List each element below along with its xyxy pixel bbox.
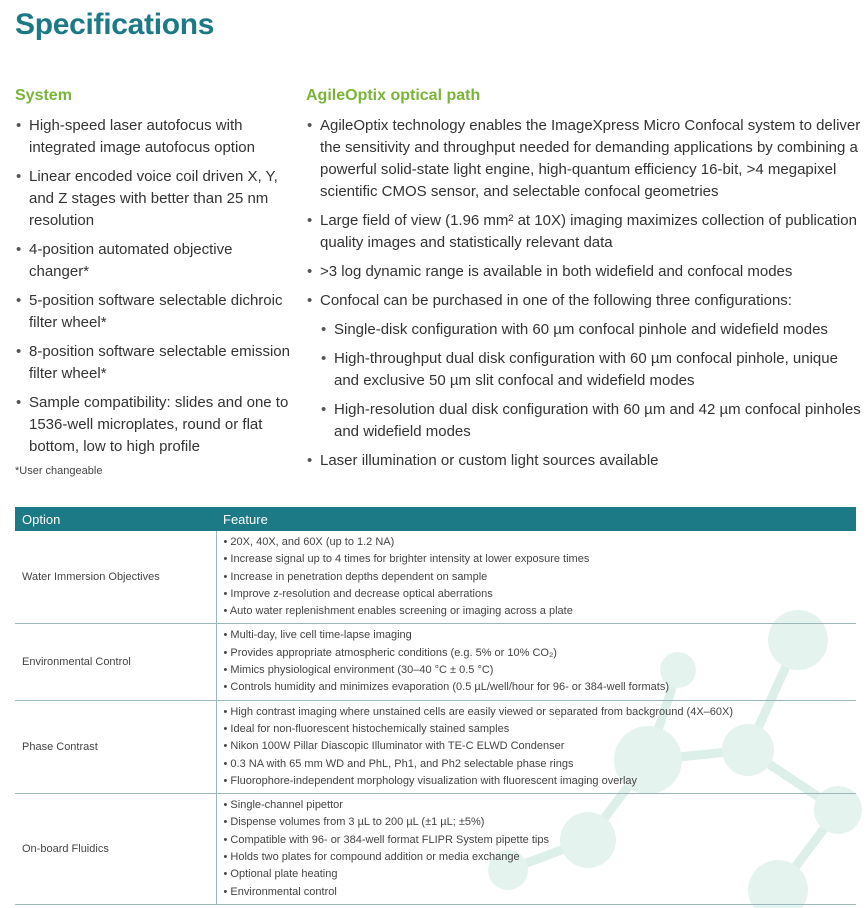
feature-item: • Provides appropriate atmospheric conditions (e.g. 5% or 10% CO₂) — [224, 645, 851, 662]
table-row — [15, 794, 856, 905]
options-table — [15, 507, 856, 905]
table-header-row — [15, 507, 856, 531]
feature-item: • Compatible with 96- or 384-well format FLIPR System pipette tips — [224, 832, 851, 849]
feature-item: • Controls humidity and minimizes evaporation (0.5 µL/well/hour for 96- or 384-well formats) — [224, 679, 851, 696]
list-item: • AgileOptix technology enables the ImageXpress Micro Confocal system to deliver the sensitivity and throughput needed for demanding applications by combining a powerful solid-state light engine, high-quantum efficiency 16-bit, >4 megapixel scientific CMOS sensor, and selectable confocal geometries — [306, 115, 866, 203]
list-item: • 8-position software selectable emission filter wheel* — [15, 341, 290, 385]
feature-item: • Optional plate heating — [224, 866, 851, 883]
header-option: Option — [15, 507, 216, 531]
optical-list — [306, 115, 866, 472]
list-item: • Sample compatibility: slides and one to 1536-well microplates, round or flat bottom, low to high profile — [15, 392, 290, 458]
feature-cell — [216, 531, 856, 624]
sublist-item: • Single-disk configuration with 60 µm confocal pinhole and widefield modes — [320, 319, 866, 341]
feature-cell — [216, 624, 856, 700]
sublist-item: • High-resolution dual disk configuration with 60 µm and 42 µm confocal pinholes and widefield modes — [320, 399, 866, 443]
table-row — [15, 531, 856, 624]
option-cell: Phase Contrast — [15, 700, 216, 793]
table-row — [15, 624, 856, 700]
optical-path-heading: AgileOptix optical path — [306, 87, 481, 104]
sublist-item: • High-throughput dual disk configuration with 60 µm confocal pinhole, unique and exclusive 50 µm slit confocal and widefield modes — [320, 348, 866, 392]
system-section — [15, 86, 290, 477]
list-item-text: Confocal can be purchased in one of the following three configurations: — [320, 292, 792, 309]
feature-item: • Improve z-resolution and decrease optical aberrations — [224, 586, 851, 603]
feature-item: • Single-channel pipettor — [224, 797, 851, 814]
list-item: • High-speed laser autofocus with integrated image autofocus option — [15, 115, 290, 159]
list-item — [306, 290, 866, 443]
footnote: *User changeable — [15, 465, 103, 477]
optical-path-section — [306, 86, 866, 479]
list-item: • >3 log dynamic range is available in both widefield and confocal modes — [306, 261, 866, 283]
system-list — [15, 115, 290, 458]
feature-item: • Increase in penetration depths dependent on sample — [224, 569, 851, 586]
feature-item: • Fluorophore-independent morphology visualization with fluorescent imaging overlay — [224, 773, 851, 790]
list-item: • 4-position automated objective changer* — [15, 239, 290, 283]
feature-item: • 20X, 40X, and 60X (up to 1.2 NA) — [224, 534, 851, 551]
list-item: • Large field of view (1.96 mm² at 10X) imaging maximizes collection of publication quality images and statistically relevant data — [306, 210, 866, 254]
feature-item: • Holds two plates for compound addition or media exchange — [224, 849, 851, 866]
list-item: • Linear encoded voice coil driven X, Y, and Z stages with better than 25 nm resolution — [15, 166, 290, 232]
page-title: Specifications — [15, 8, 215, 41]
option-cell: Environmental Control — [15, 624, 216, 700]
feature-item: • 0.3 NA with 65 mm WD and PhL, Ph1, and Ph2 selectable phase rings — [224, 756, 851, 773]
feature-item: • Ideal for non-fluorescent histochemically stained samples — [224, 721, 851, 738]
feature-item: • Dispense volumes from 3 µL to 200 µL (±1 µL; ±5%) — [224, 814, 851, 831]
feature-item: • Auto water replenishment enables screening or imaging across a plate — [224, 603, 851, 620]
table-row — [15, 700, 856, 793]
list-item: • 5-position software selectable dichroic filter wheel* — [15, 290, 290, 334]
feature-item: • Environmental control — [224, 884, 851, 901]
feature-item: • High contrast imaging where unstained cells are easily viewed or separated from background (4X–60X) — [224, 704, 851, 721]
system-heading: System — [15, 87, 72, 104]
feature-item: • Nikon 100W Pillar Diascopic Illuminator with TE-C ELWD Condenser — [224, 738, 851, 755]
configuration-sublist — [320, 319, 866, 443]
list-item: • Laser illumination or custom light sources available — [306, 450, 866, 472]
option-cell: On-board Fluidics — [15, 794, 216, 905]
option-cell: Water Immersion Objectives — [15, 531, 216, 624]
header-feature: Feature — [216, 507, 856, 531]
feature-cell — [216, 700, 856, 793]
feature-item: • Increase signal up to 4 times for brighter intensity at lower exposure times — [224, 551, 851, 568]
feature-item: • Mimics physiological environment (30–40 °C ± 0.5 °C) — [224, 662, 851, 679]
feature-item: • Multi-day, live cell time-lapse imaging — [224, 627, 851, 644]
feature-cell — [216, 794, 856, 905]
